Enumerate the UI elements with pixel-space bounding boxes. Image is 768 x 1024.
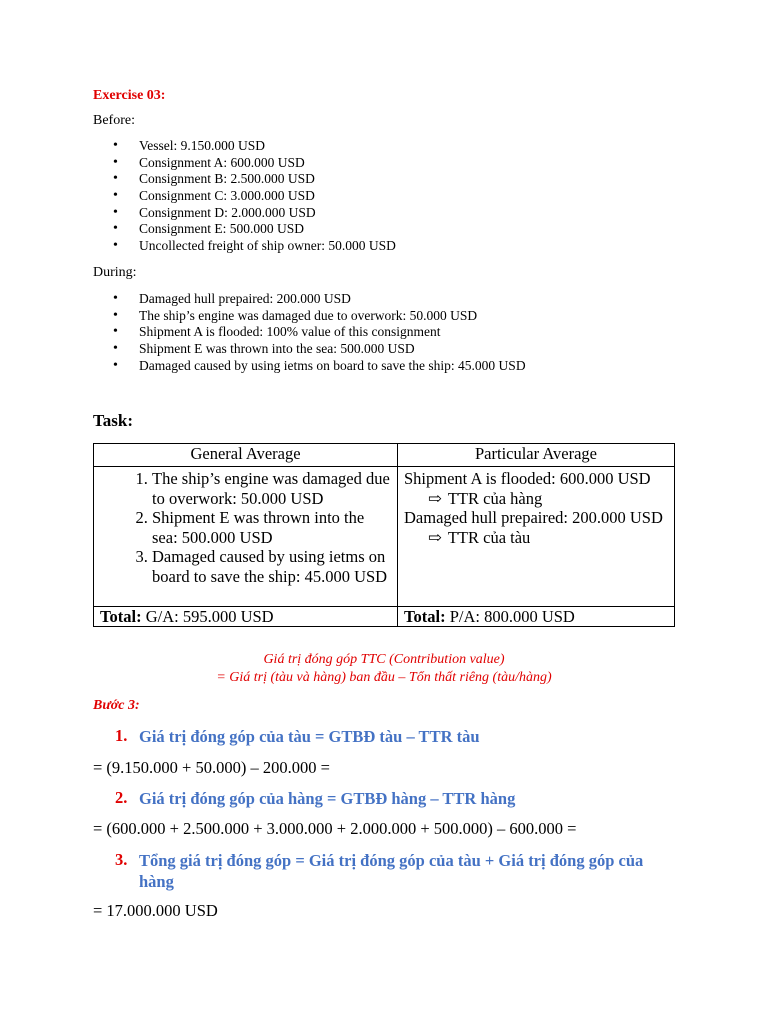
- general-average-cell: [94, 467, 398, 607]
- step-heading-2: 2. Giá trị đóng góp của hàng = GTBĐ hàng – TTR hàng: [115, 788, 516, 808]
- before-list: [93, 138, 396, 255]
- pa-line-2: Damaged hull prepaired: 200.000 USD: [404, 508, 663, 528]
- step-equation-3: = 17.000.000 USD: [93, 901, 218, 920]
- list-item: 2. Shipment E was thrown into the sea: 500.000 USD: [152, 508, 391, 547]
- header-general-average: General Average: [94, 444, 398, 467]
- pa-sub-1: ⇨ TTR của hàng: [428, 488, 543, 508]
- list-item: • Consignment C: 3.000.000 USD: [93, 188, 396, 205]
- step-equation-1: = (9.150.000 + 50.000) – 200.000 =: [93, 758, 330, 777]
- header-particular-average: Particular Average: [398, 444, 675, 467]
- pa-line-1: Shipment A is flooded: 600.000 USD: [404, 469, 651, 488]
- formula-line-1: Giá trị đóng góp TTC (Contribution value): [263, 652, 505, 667]
- step-title: Bước 3:: [93, 698, 140, 713]
- during-label: During:: [93, 265, 137, 280]
- list-item: • Vessel: 9.150.000 USD: [93, 138, 396, 155]
- list-item: • Damaged caused by using ietms on board to save the ship: 45.000 USD: [93, 358, 526, 375]
- exercise-title: Exercise 03:: [93, 88, 166, 103]
- list-item: • Shipment A is flooded: 100% value of this consignment: [93, 324, 526, 341]
- list-item: • Consignment D: 2.000.000 USD: [93, 205, 396, 222]
- list-item: • Uncollected freight of ship owner: 50.000 USD: [93, 238, 396, 255]
- total-ga-cell: Total: G/A: 595.000 USD: [94, 607, 398, 627]
- during-list: [93, 291, 526, 374]
- before-label: Before:: [93, 113, 135, 128]
- step-equation-2: = (600.000 + 2.500.000 + 3.000.000 + 2.000.000 + 500.000) – 600.000 =: [93, 819, 577, 838]
- formula-line-2: = Giá trị (tàu và hàng) ban đầu – Tổn thất riêng (tàu/hàng): [216, 670, 552, 685]
- particular-average-cell: [398, 467, 675, 607]
- general-average-list: [100, 469, 391, 587]
- list-item: • Consignment A: 600.000 USD: [93, 155, 396, 172]
- step-heading-3: 3. Tổng giá trị đóng góp = Giá trị đóng góp của tàu + Giá trị đóng góp của hàng: [115, 850, 644, 891]
- list-item: • The ship’s engine was damaged due to overwork: 50.000 USD: [93, 308, 526, 325]
- pa-sub-2: ⇨ TTR của tàu: [428, 527, 531, 547]
- list-item: • Shipment E was thrown into the sea: 500.000 USD: [93, 341, 526, 358]
- list-item: • Consignment B: 2.500.000 USD: [93, 171, 396, 188]
- list-item: • Damaged hull prepaired: 200.000 USD: [93, 291, 526, 308]
- task-title: Task:: [93, 411, 134, 430]
- arrow-right-icon: ⇨: [428, 488, 442, 508]
- list-item: 3. Damaged caused by using ietms on board to save the ship: 45.000 USD: [152, 547, 391, 586]
- list-item: 1. The ship’s engine was damaged due to overwork: 50.000 USD: [152, 469, 391, 508]
- list-item: • Consignment E: 500.000 USD: [93, 221, 396, 238]
- total-pa-cell: Total: P/A: 800.000 USD: [398, 607, 675, 627]
- average-table: [93, 443, 675, 627]
- arrow-right-icon: ⇨: [428, 527, 442, 547]
- step-heading-1: 1. Giá trị đóng góp của tàu = GTBĐ tàu – TTR tàu: [115, 726, 480, 746]
